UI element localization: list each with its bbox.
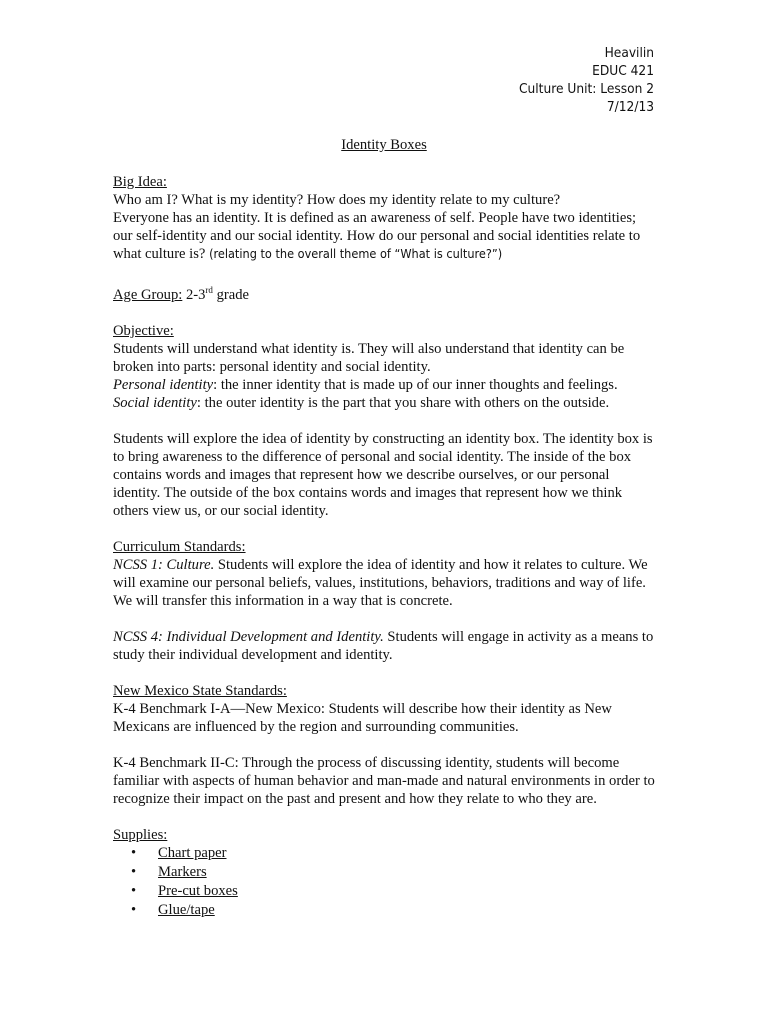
document-date: 7/12/13 [606,99,654,115]
supplies-heading: Supplies: [113,826,168,843]
bullet-icon: • [131,844,137,861]
author-name: Heavilin [604,45,654,61]
objective-activity: Students will explore the idea of identity by constructing an identity box. The identity box is to bring awareness to the difference of personal and social identity. The inside of the box contains words and images that represent how we describe ourselves, or our personal identity. The outside of the box contains words and images that represent how we think others view us, or our social identity. [113,430,653,519]
bullet-icon: • [131,882,137,899]
big-idea-description: Everyone has an identity. It is defined as an awareness of self. People have two identities; our self-identity and our social identity. How do our personal and social identities relate to what culture is? (relating to the overall theme of “What is culture?”) [113,210,641,262]
list-item: • Markers [131,863,207,880]
nm-benchmark-ia: K-4 Benchmark I-A—New Mexico: Students will describe how their identity as New Mexicans are influenced by the region and surrounding communities. [113,700,612,735]
age-group: Age Group: 2-3rd grade [113,285,249,303]
bullet-icon: • [131,863,137,880]
big-idea-theme-note: (relating to the overall theme of “What is culture?”) [209,246,503,261]
course-code: EDUC 421 [592,63,654,79]
title-text: Identity Boxes [341,137,427,153]
list-item: • Chart paper [131,844,227,861]
curriculum-heading: Curriculum Standards: [113,538,246,555]
list-item: • Pre-cut boxes [131,882,238,899]
social-identity-def: Social identity: the outer identity is the part that you share with others on the outside. [113,394,610,411]
bullet-icon: • [131,901,137,918]
nm-standards-heading: New Mexico State Standards: [113,682,287,699]
big-idea-questions: Who am I? What is my identity? How does my identity relate to my culture? [113,192,561,208]
list-item: • Glue/tape [131,901,215,918]
document-header [519,44,654,116]
personal-identity-def: Personal identity: the inner identity that is made up of our inner thoughts and feelings. [113,376,618,393]
objective-heading: Objective: [113,322,174,339]
document-body [113,173,658,920]
nm-benchmark-iic: K-4 Benchmark II-C: Through the process of discussing identity, students will become familiar with aspects of human behavior and man-made and natural environments in order to recognize their impact on the past and present and how they relate to who they are. [113,754,655,807]
objective-intro: Students will understand what identity is. They will also understand that identity can be broken into parts: personal identity and social identity. [113,340,625,375]
supplies-list [113,844,658,920]
age-group-label: Age Group: [113,286,183,303]
ncss1-standard: NCSS 1: Culture. Students will explore the idea of identity and how it relates to culture. We will examine our personal beliefs, values, institutions, behaviors, traditions and way of life. We will transfer this information in a way that is concrete. [113,556,648,609]
unit-lesson: Culture Unit: Lesson 2 [518,81,654,97]
ncss4-standard: NCSS 4: Individual Development and Identity. Students will engage in activity as a means to study their individual development and identity. [113,628,654,663]
document-title [0,137,768,154]
big-idea-heading: Big Idea: [113,174,167,190]
